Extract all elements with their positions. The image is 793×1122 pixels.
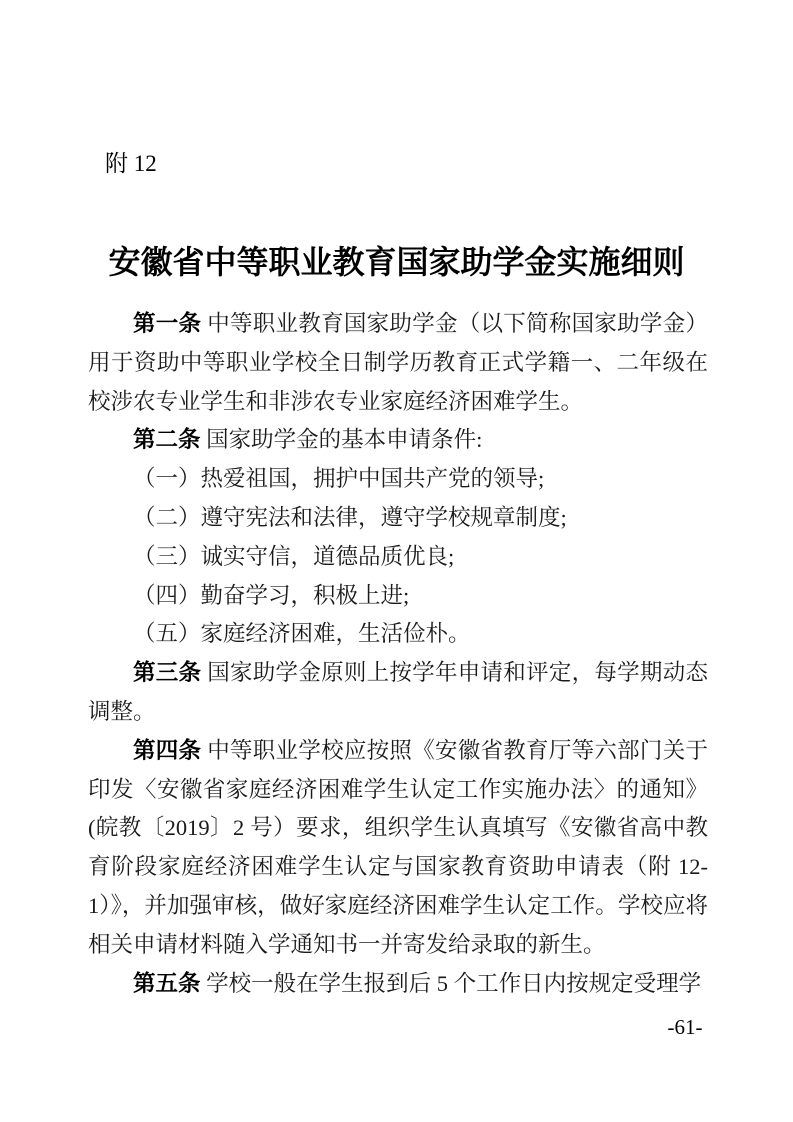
article-term: 第一条 xyxy=(133,311,202,336)
paragraph xyxy=(88,654,708,732)
paragraph xyxy=(88,538,708,577)
paragraph-text: 学校一般在学生报到后 5 个工作日内按规定受理学 xyxy=(200,970,702,996)
article-term: 第五条 xyxy=(133,970,201,996)
paragraph-text: 国家助学金原则上按学年申请和评定，每学期动态调整。 xyxy=(88,660,708,724)
paragraph xyxy=(88,421,708,460)
paragraph-text: （一）热爱祖国，拥护中国共产党的领导; xyxy=(133,466,545,492)
page-title: 安徽省中等职业教育国家助学金实施细则 xyxy=(108,244,685,281)
paragraph-text: 中等职业教育国家助学金（以下简称国家助学金）用于资助中等职业学校全日制学历教育正式学籍一、二年级在校涉农专业学生和非涉农专业家庭经济困难学生。 xyxy=(88,311,708,414)
paragraph xyxy=(88,965,708,1004)
paragraph xyxy=(88,615,708,654)
article-term: 第四条 xyxy=(133,737,202,763)
paragraph-text: 国家助学金的基本申请条件: xyxy=(200,427,483,453)
document-body xyxy=(88,305,708,1003)
paragraph-text: （三）诚实守信，道德品质优良; xyxy=(133,543,455,569)
paragraph xyxy=(88,499,708,538)
paragraph xyxy=(88,305,708,421)
paragraph-text: （四）勤奋学习，积极上进; xyxy=(133,582,410,608)
attachment-label: 附 12 xyxy=(105,151,157,176)
paragraph-text: （二）遵守宪法和法律，遵守学校规章制度; xyxy=(133,504,567,530)
article-term: 第三条 xyxy=(133,660,202,686)
paragraph-text: 中等职业学校应按照《安徽省教育厅等六部门关于印发〈安徽省家庭经济困难学生认定工作实施办法〉的通知》(皖教〔2019〕2 号）要求，组织学生认真填写《安徽省高中教育阶段家庭经济困难学生认定与国家教育资助申请表（附 12-1）》，并加强审核，做好家庭经济困难学生认定工作。学校应将相关申请材料随入学通知书一并寄发给录取的新生。 xyxy=(88,737,708,957)
paragraph xyxy=(88,732,708,965)
paragraph xyxy=(88,460,708,499)
page-number: -61- xyxy=(667,1015,703,1039)
article-term: 第二条 xyxy=(133,427,201,453)
paragraph xyxy=(88,577,708,616)
paragraph-text: （五）家庭经济困难，生活俭朴。 xyxy=(133,621,471,647)
